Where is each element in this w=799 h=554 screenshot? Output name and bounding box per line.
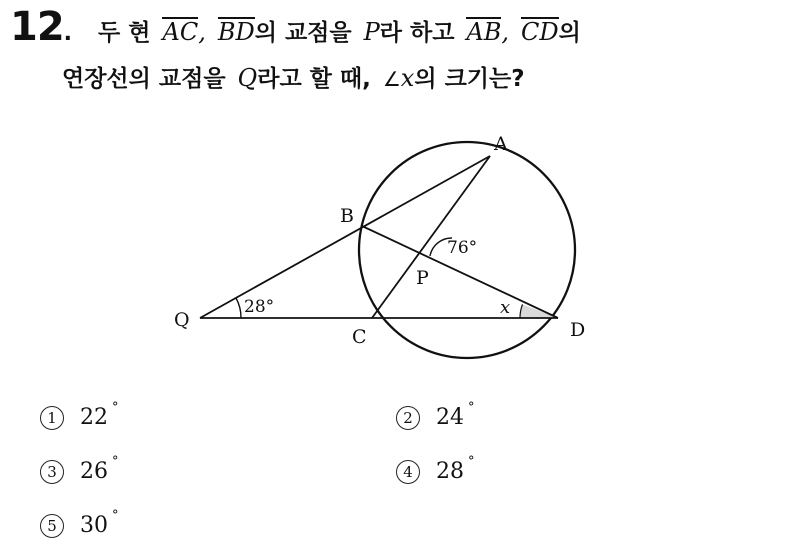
choice-4-value: 28 xyxy=(436,459,464,484)
question-number-dot: . xyxy=(63,21,73,46)
text-when-called: 라고 할 때, xyxy=(257,66,371,92)
label-b: B xyxy=(340,205,354,227)
choice-2-unit: ° xyxy=(468,400,475,415)
choice-2-value: 24 xyxy=(436,405,464,430)
line-qa xyxy=(200,156,490,318)
angle-apb-label: 76° xyxy=(447,238,478,258)
choice-1-value: 22 xyxy=(80,405,108,430)
choice-3-number: 3 xyxy=(40,460,64,484)
comma-2: , xyxy=(501,18,510,46)
choice-4-number: 4 xyxy=(396,460,420,484)
choice-5-number: 5 xyxy=(40,514,64,538)
text-intersection-is: 의 교점을 xyxy=(254,20,352,46)
angle-q-label: 28° xyxy=(244,297,275,317)
segment-cd: CD xyxy=(521,18,559,46)
label-a: A xyxy=(494,133,508,155)
choice-2[interactable] xyxy=(396,400,475,430)
angle-q-arc xyxy=(236,298,241,318)
choice-4[interactable] xyxy=(396,454,475,484)
label-q: Q xyxy=(174,309,190,331)
segment-ab: AB xyxy=(466,18,502,46)
comma-1: , xyxy=(198,18,206,46)
choice-1[interactable] xyxy=(40,400,119,430)
choice-5-unit: ° xyxy=(112,508,119,523)
segment-bd: BD xyxy=(217,18,255,46)
label-d: D xyxy=(570,319,586,341)
segment-ac: AC xyxy=(162,18,199,46)
point-q-text: Q xyxy=(237,64,258,92)
text-and-call: 라 하고 xyxy=(379,20,455,46)
angle-x-label: x xyxy=(500,297,511,318)
choice-5-value: 30 xyxy=(80,513,108,538)
choice-3[interactable] xyxy=(40,454,119,484)
text-size-question: 의 크기는? xyxy=(414,66,525,92)
text-of: 의 xyxy=(558,20,581,46)
angle-x-text: x xyxy=(400,64,415,92)
question-number: 12 xyxy=(10,4,64,50)
label-p: P xyxy=(416,267,429,289)
choice-2-number: 2 xyxy=(396,406,420,430)
choice-1-number: 1 xyxy=(40,406,64,430)
choice-1-unit: ° xyxy=(112,400,119,415)
text-two-chords: 두 현 xyxy=(98,20,151,46)
choice-4-unit: ° xyxy=(468,454,475,469)
choice-3-value: 26 xyxy=(80,459,108,484)
point-p-text: P xyxy=(363,18,380,46)
label-c: C xyxy=(352,326,367,348)
angle-symbol: ∠ xyxy=(382,67,401,91)
choice-3-unit: ° xyxy=(112,454,119,469)
choice-5[interactable] xyxy=(40,508,119,538)
chord-ac xyxy=(372,156,490,318)
text-extension-intersection: 연장선의 교점을 xyxy=(62,66,226,92)
